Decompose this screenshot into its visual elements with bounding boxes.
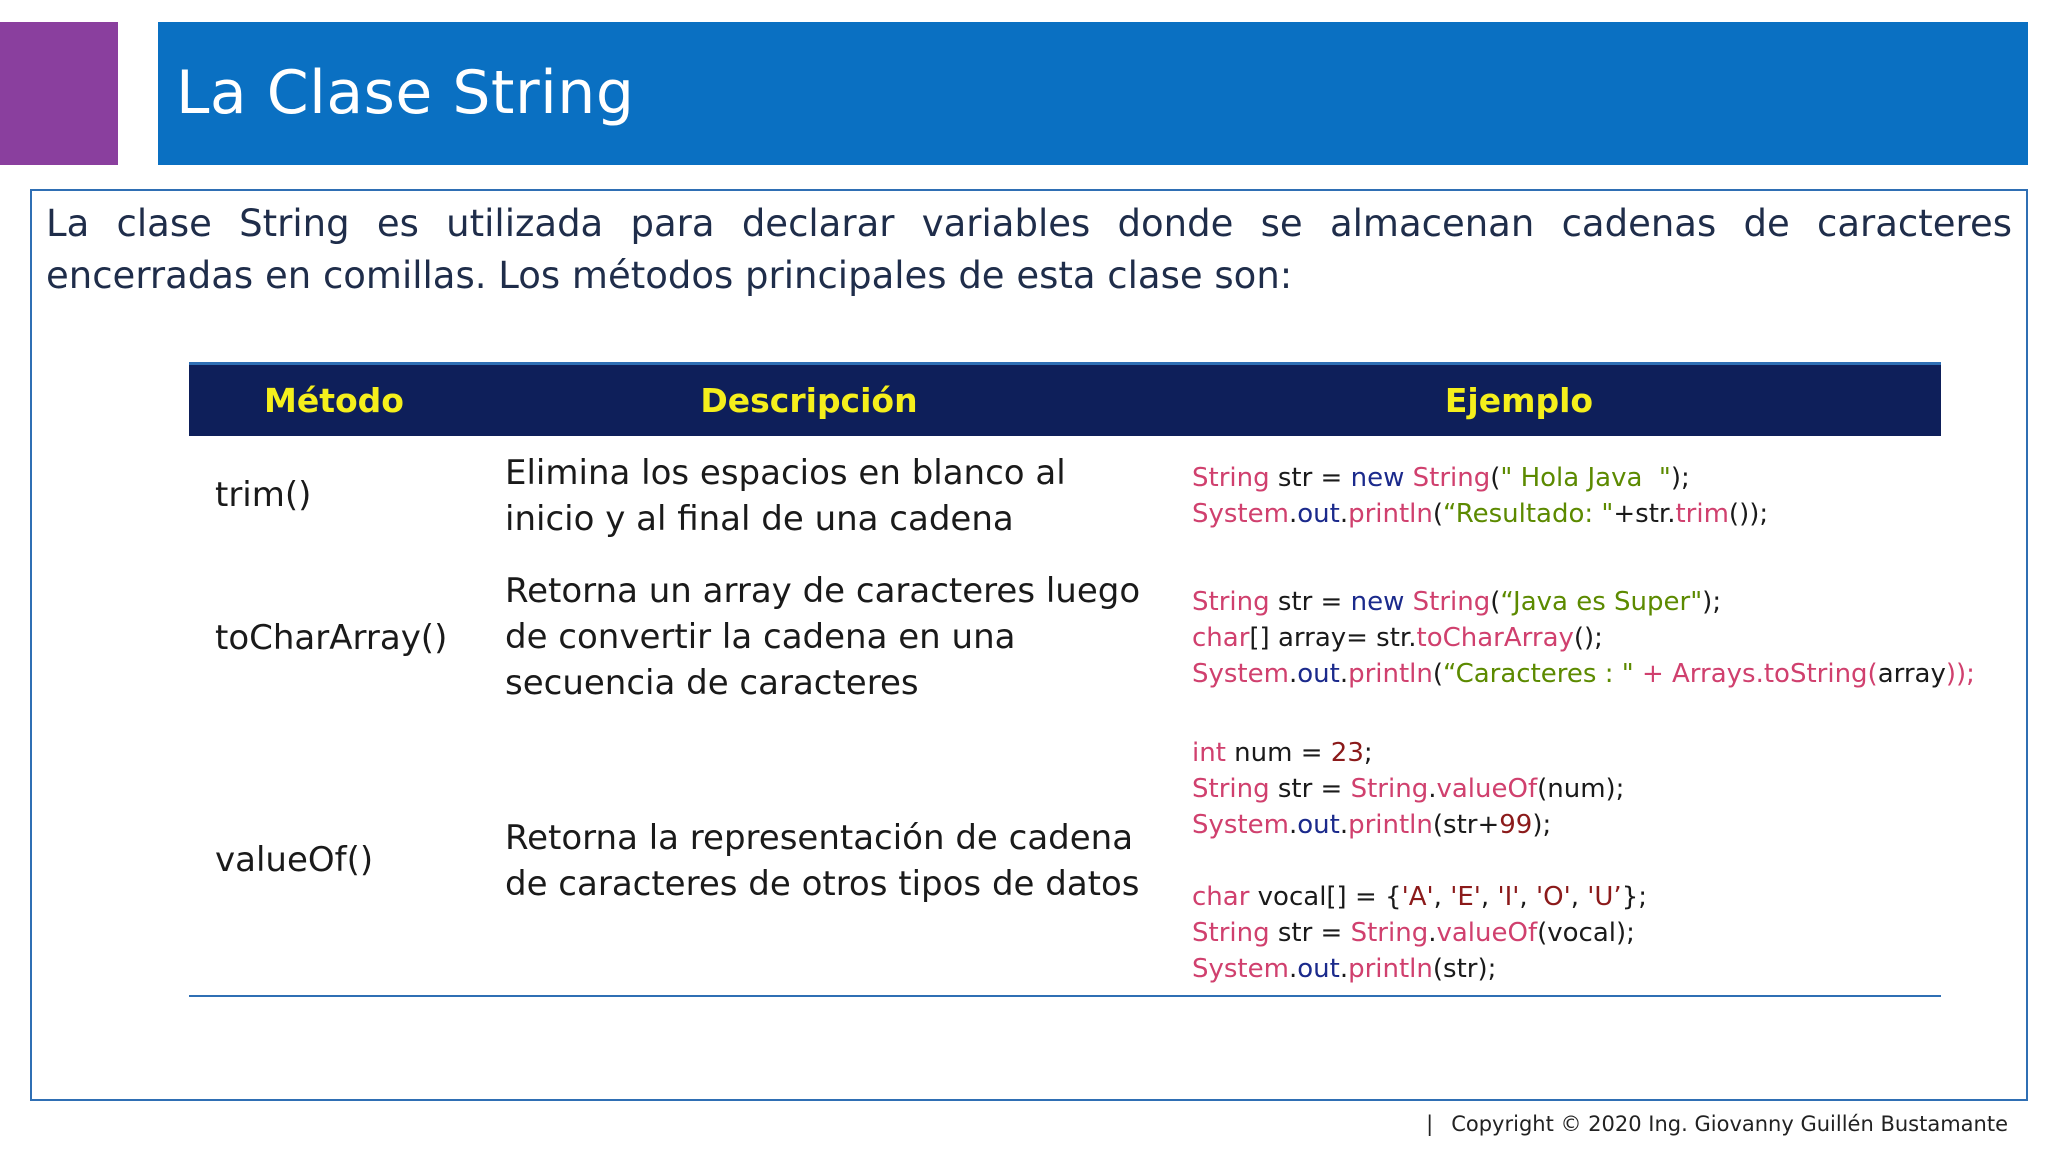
code-line [1192, 496, 1768, 532]
code-token: ); [1670, 463, 1690, 493]
code-token: ( [1432, 499, 1444, 529]
code-line [1192, 584, 1975, 620]
code-token: String [1412, 463, 1491, 493]
code-token: String [1192, 918, 1270, 948]
code-token: String [1412, 587, 1491, 617]
code-line [1192, 807, 1647, 843]
code-token: [] array= str. [1249, 623, 1417, 653]
code-token: . [1288, 659, 1298, 689]
code-token: System [1192, 810, 1289, 840]
code-token: . [1288, 499, 1298, 529]
code-token: (str); [1432, 954, 1497, 984]
code-token: str = [1269, 463, 1351, 493]
code-token: out [1297, 810, 1340, 840]
code-token: . [1428, 774, 1437, 804]
code-token: String [1192, 463, 1270, 493]
code-token: String [1192, 774, 1270, 804]
code-token: +str. [1613, 499, 1676, 529]
code-line [1192, 915, 1647, 951]
table-bottom-rule [189, 995, 1941, 997]
description-trim: Elimina los espacios en blanco al inicio y al final de una cadena [505, 453, 1066, 539]
code-token: num = [1225, 738, 1331, 768]
code-token: array [1877, 659, 1946, 689]
code-token: 23 [1330, 738, 1364, 768]
code-token: (); [1573, 623, 1603, 653]
code-line [1192, 460, 1768, 496]
code-token: int [1192, 738, 1226, 768]
description-tochararray: Retorna un array de caracteres luego de convertir la cadena en una secuencia de caracteres [505, 571, 1141, 703]
code-token: . [1339, 659, 1349, 689]
code-token: System [1192, 954, 1289, 984]
code-token: 'U’ [1587, 882, 1622, 912]
code-token: )); [1945, 659, 1975, 689]
code-token: “Resultado: " [1443, 499, 1614, 529]
code-token: out [1297, 954, 1340, 984]
header-description: Descripción [700, 381, 918, 420]
code-token: . [1428, 918, 1437, 948]
header-method: Método [264, 381, 404, 420]
table-header [189, 362, 1941, 436]
code-token: . [1339, 810, 1349, 840]
code-token: str = [1269, 587, 1351, 617]
code-token: . [1288, 954, 1298, 984]
code-token: valueOf [1436, 918, 1538, 948]
code-example-valueof [1192, 735, 1647, 987]
code-token: String [1350, 774, 1429, 804]
code-line [1192, 735, 1647, 771]
code-token: ( [1490, 463, 1501, 493]
slide-title: La Clase String [176, 58, 635, 128]
code-line [1192, 843, 1647, 879]
code-token: ()); [1728, 499, 1769, 529]
intro-paragraph: La clase String es utilizada para declarar variables donde se almacenan cadenas de caracteres encerradas en comillas. Los métodos principales de esta clase son: [46, 202, 2012, 297]
code-token: println [1348, 499, 1433, 529]
code-token: out [1297, 659, 1340, 689]
code-token: . [1288, 810, 1298, 840]
code-line [1192, 879, 1647, 915]
code-token: . [1339, 954, 1349, 984]
code-token: 'O' [1535, 882, 1571, 912]
code-token: ); [1532, 810, 1552, 840]
code-token: “Caracteres : " [1443, 659, 1642, 689]
code-token: 'A' [1401, 882, 1434, 912]
code-token: ; [1363, 738, 1373, 768]
footer-separator: | [1426, 1112, 1434, 1136]
code-token: " Hola Java " [1500, 463, 1671, 493]
code-token: 'E' [1450, 882, 1481, 912]
code-token: , [1480, 882, 1498, 912]
code-token: ( [1432, 659, 1444, 689]
code-token: vocal[] = { [1249, 882, 1402, 912]
code-token: }; [1621, 882, 1648, 912]
code-token: ); [1702, 587, 1722, 617]
header-example: Ejemplo [1444, 381, 1594, 420]
code-token: println [1348, 659, 1433, 689]
footer-copyright: Copyright © 2020 Ing. Giovanny Guillén Bustamante [1451, 1112, 2008, 1136]
method-valueof: valueOf() [215, 840, 374, 880]
code-token: System [1192, 659, 1289, 689]
accent-square [0, 22, 118, 165]
code-token: char [1192, 623, 1250, 653]
code-token: new [1350, 463, 1413, 493]
code-example-trim [1192, 460, 1768, 532]
code-token: str = [1269, 774, 1351, 804]
code-token: (num); [1537, 774, 1625, 804]
method-tochararray: toCharArray() [215, 618, 448, 658]
code-token: char [1192, 882, 1250, 912]
code-token: 99 [1499, 810, 1533, 840]
code-token: new [1350, 587, 1413, 617]
code-line [1192, 656, 1975, 692]
code-token: (vocal); [1537, 918, 1635, 948]
code-token: 'I' [1497, 882, 1520, 912]
code-token: , [1570, 882, 1588, 912]
code-token: println [1348, 954, 1433, 984]
code-token: (str+ [1432, 810, 1500, 840]
code-token: . [1339, 499, 1349, 529]
code-token: out [1297, 499, 1340, 529]
code-token: trim [1675, 499, 1729, 529]
code-token: println [1348, 810, 1433, 840]
code-line [1192, 620, 1975, 656]
code-line [1192, 951, 1647, 987]
code-token: System [1192, 499, 1289, 529]
code-token: , [1433, 882, 1451, 912]
code-token: String [1350, 918, 1429, 948]
code-token: + Arrays.toString( [1641, 659, 1878, 689]
code-token: toCharArray [1416, 623, 1574, 653]
code-token: String [1192, 587, 1270, 617]
code-line [1192, 771, 1647, 807]
code-token: ( [1490, 587, 1501, 617]
code-token: “Java es Super" [1500, 587, 1703, 617]
code-token: valueOf [1436, 774, 1538, 804]
code-example-tochararray [1192, 584, 1975, 692]
footer [1426, 1110, 2008, 1138]
description-valueof: Retorna la representación de cadena de caracteres de otros tipos de datos [505, 818, 1140, 904]
code-token: , [1519, 882, 1536, 912]
code-token: str = [1269, 918, 1351, 948]
method-trim: trim() [215, 475, 312, 515]
